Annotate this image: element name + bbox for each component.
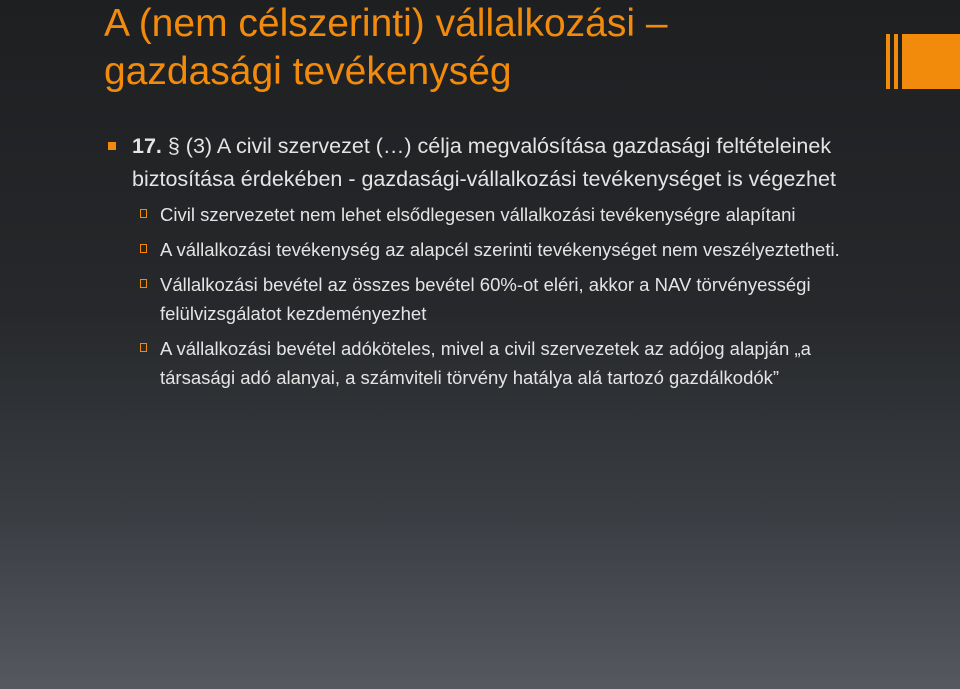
square-bullet-icon — [108, 142, 116, 150]
main-bullet-number: 17. — [132, 134, 162, 158]
sub-bullet-text: A vállalkozási bevétel adóköteles, mivel a civil szervezetek az adójog alapján „a társasági adó alanyai, a számviteli törvény hatálya alá tartozó gazdálkodók” — [160, 338, 811, 388]
slide-title-line-2: gazdasági tevékenység — [104, 50, 512, 93]
decorative-bar — [886, 34, 890, 89]
sub-bullet-text: Vállalkozási bevétel az összes bevétel 60%-ot eléri, akkor a NAV törvényességi felülvizsgálatot kezdeményezhet — [160, 274, 811, 324]
sub-bullet — [108, 334, 868, 392]
hollow-bullet-icon — [140, 279, 147, 288]
decorative-bar — [894, 34, 898, 89]
main-bullet — [108, 130, 868, 196]
decorative-bars-icon — [886, 34, 960, 89]
sub-bullet — [108, 200, 868, 229]
slide-title — [104, 0, 864, 96]
hollow-bullet-icon — [140, 244, 147, 253]
paragraph-symbol: § — [161, 134, 186, 158]
sub-bullet-text: Civil szervezetet nem lehet elsődlegesen vállalkozási tevékenységre alapítani — [160, 204, 796, 225]
hollow-bullet-icon — [140, 209, 147, 218]
sub-bullet-text: A vállalkozási tevékenység az alapcél szerinti tevékenységet nem veszélyeztetheti. — [160, 239, 840, 260]
slide-title-line-1: A (nem célszerinti) vállalkozási – — [104, 2, 668, 45]
sub-bullet — [108, 270, 868, 328]
sub-bullet — [108, 235, 868, 264]
slide-content — [108, 130, 868, 398]
hollow-bullet-icon — [140, 343, 147, 352]
decorative-block — [902, 34, 960, 89]
main-bullet-text: (3) A civil szervezet (…) célja megvalósítása gazdasági feltételeinek biztosítása érdekében - gazdasági-vállalkozási tevékenységet is végezhet — [132, 134, 836, 191]
